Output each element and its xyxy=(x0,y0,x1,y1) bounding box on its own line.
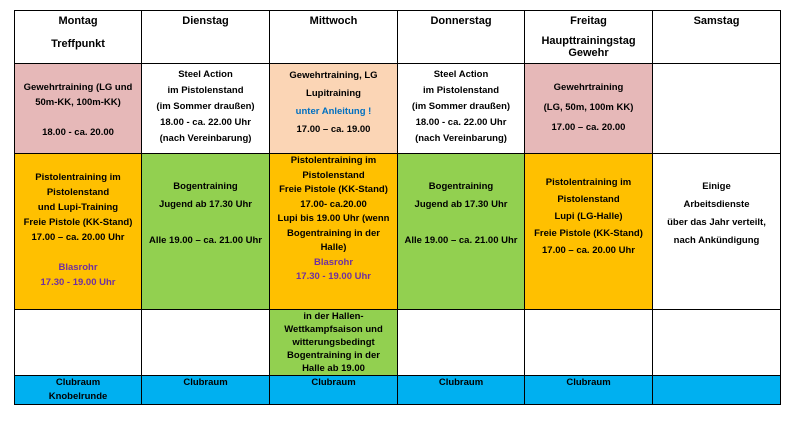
cell-line: in der Hallen- xyxy=(303,311,364,322)
cell-line: Alle 19.00 – ca. 21.00 Uhr xyxy=(404,235,518,246)
header-montag xyxy=(14,10,142,64)
header-samstag xyxy=(652,10,781,64)
cell-line: 17.00 – ca. 20.00 Uhr xyxy=(542,245,635,256)
cell-line: Jugend ab 17.30 Uhr xyxy=(414,199,508,210)
cell-line: Clubraum xyxy=(311,377,356,388)
cell-line: 18.00 - ca. 22.00 Uhr xyxy=(160,117,251,128)
cell-tue-bogentraining xyxy=(141,153,270,310)
cell-line-blasrohr-time: 17.30 - 19.00 Uhr xyxy=(296,271,371,282)
cell-line: Gewehrtraining, LG xyxy=(289,70,378,81)
cell-line: Clubraum xyxy=(55,377,101,388)
cell-line: (im Sommer draußen) xyxy=(411,101,511,112)
cell-thu-bogentraining xyxy=(397,153,525,310)
cell-line: im Pistolenstand xyxy=(422,85,499,96)
cell-line: Bogentraining in der xyxy=(287,350,380,361)
cell-mon-pistolentraining xyxy=(14,153,142,310)
header-sub-label: Haupttrainingstag xyxy=(541,35,636,47)
cell-line: (LG, 50m, 100m KK) xyxy=(543,102,634,113)
cell-line: nach Ankündigung xyxy=(673,235,760,246)
cell-line: Freie Pistole (KK-Stand) xyxy=(534,228,643,239)
cell-mon-row3-empty xyxy=(14,309,142,376)
cell-sat-empty xyxy=(652,63,781,154)
cell-wed-gewehrtraining xyxy=(269,63,398,154)
cell-line: Pistolentraining im xyxy=(290,155,377,166)
cell-line: Arbeitsdienste xyxy=(683,199,750,210)
cell-line: 17.00- ca.20.00 xyxy=(300,198,367,210)
cell-line: 18.00 - ca. 22.00 Uhr xyxy=(415,117,507,128)
cell-line: (nach Vereinbarung) xyxy=(415,133,507,144)
cell-wed-hallen-bogentraining xyxy=(269,309,398,376)
cell-line: Bogentraining in der xyxy=(287,227,380,239)
cell-line: Pistolentraining im xyxy=(545,177,632,188)
cell-thu-row3-empty xyxy=(397,309,525,376)
header-donnerstag xyxy=(397,10,525,64)
cell-line: Freie Pistole (KK-Stand) xyxy=(23,217,133,228)
header-day-label: Mittwoch xyxy=(309,15,358,27)
cell-line: Freie Pistole (KK-Stand) xyxy=(279,184,388,195)
cell-line: 50m-KK, 100m-KK) xyxy=(35,97,121,108)
cell-line: Jugend ab 17.30 Uhr xyxy=(159,199,252,210)
cell-line: witterungsbedingt xyxy=(292,337,375,348)
cell-line: 17.00 – ca. 20.00 xyxy=(551,122,626,133)
cell-line: Clubraum xyxy=(438,377,484,388)
cell-tue-steel-action xyxy=(141,63,270,154)
cell-wed-clubraum xyxy=(269,375,398,405)
cell-fri-row3-empty xyxy=(524,309,653,376)
cell-line: Wettkampfsaison und xyxy=(284,324,383,335)
cell-line: Bogentraining xyxy=(173,181,238,192)
cell-line xyxy=(142,214,269,232)
cell-line: Pistolenstand xyxy=(302,169,365,181)
cell-line: (nach Vereinbarung) xyxy=(159,133,252,144)
header-sub-label: Treffpunkt xyxy=(51,38,105,50)
cell-line xyxy=(398,214,524,232)
cell-sat-row3-empty xyxy=(652,309,781,376)
cell-line: Steel Action xyxy=(178,69,233,80)
cell-fri-pistolentraining xyxy=(524,153,653,310)
cell-tue-clubraum xyxy=(141,375,270,405)
header-day-label: Dienstag xyxy=(182,15,229,27)
cell-line-blasrohr-time: 17.30 - 19.00 Uhr xyxy=(40,277,116,288)
cell-line xyxy=(15,110,141,125)
cell-line: im Pistolenstand xyxy=(167,85,244,96)
cell-line: Bogentraining xyxy=(428,181,494,192)
cell-line: Lupitraining xyxy=(306,88,361,99)
cell-line xyxy=(15,245,141,260)
cell-line: Gewehrtraining (LG und xyxy=(23,82,133,93)
cell-tue-row3-empty xyxy=(141,309,270,376)
cell-line: Gewehrtraining xyxy=(553,82,624,93)
cell-line: Pistolentraining im xyxy=(35,172,121,183)
cell-line-blasrohr: Blasrohr xyxy=(58,262,98,273)
cell-line: 18.00 - ca. 20.00 xyxy=(42,127,114,138)
cell-line: Pistolenstand xyxy=(557,194,620,205)
cell-mon-gewehrtraining xyxy=(14,63,142,154)
header-day-label: Montag xyxy=(58,15,98,27)
cell-line-highlight: unter Anleitung ! xyxy=(295,106,372,117)
cell-sat-arbeitsdienste xyxy=(652,153,781,310)
cell-line: Clubraum xyxy=(183,377,228,388)
header-day-label: Donnerstag xyxy=(430,15,492,27)
cell-line: (im Sommer draußen) xyxy=(156,101,255,112)
cell-line-blasrohr: Blasrohr xyxy=(313,256,354,268)
cell-line: Pistolenstand xyxy=(46,187,110,198)
cell-line: Steel Action xyxy=(433,69,489,80)
header-day-label: Samstag xyxy=(693,15,740,27)
cell-mon-clubraum xyxy=(14,375,142,405)
cell-thu-clubraum xyxy=(397,375,525,405)
cell-line: Halle) xyxy=(320,242,347,253)
cell-thu-steel-action xyxy=(397,63,525,154)
cell-line: Knobelrunde xyxy=(48,391,108,402)
cell-line: und Lupi-Training xyxy=(37,202,119,213)
cell-line: Lupi (LG-Halle) xyxy=(554,211,623,222)
cell-wed-pistolentraining xyxy=(269,153,398,310)
cell-line: Lupi bis 19.00 Uhr (wenn xyxy=(277,213,390,224)
cell-line: Clubraum xyxy=(566,377,611,388)
cell-line: 17.00 – ca. 20.00 Uhr xyxy=(31,232,125,243)
header-mittwoch xyxy=(269,10,398,64)
cell-line: Halle ab 19.00 xyxy=(302,363,365,374)
header-day-label: Freitag xyxy=(570,15,607,27)
cell-fri-clubraum xyxy=(524,375,653,405)
header-dienstag xyxy=(141,10,270,64)
cell-line: 17.00 – ca. 19.00 xyxy=(296,124,371,135)
cell-line: Einige xyxy=(702,181,731,192)
cell-fri-gewehrtraining xyxy=(524,63,653,154)
cell-line: Alle 19.00 – ca. 21.00 Uhr xyxy=(148,235,263,246)
header-sub-label: Gewehr xyxy=(568,47,609,59)
header-freitag xyxy=(524,10,653,64)
cell-line: über das Jahr verteilt, xyxy=(667,217,766,228)
cell-sat-clubraum-empty xyxy=(652,375,781,405)
